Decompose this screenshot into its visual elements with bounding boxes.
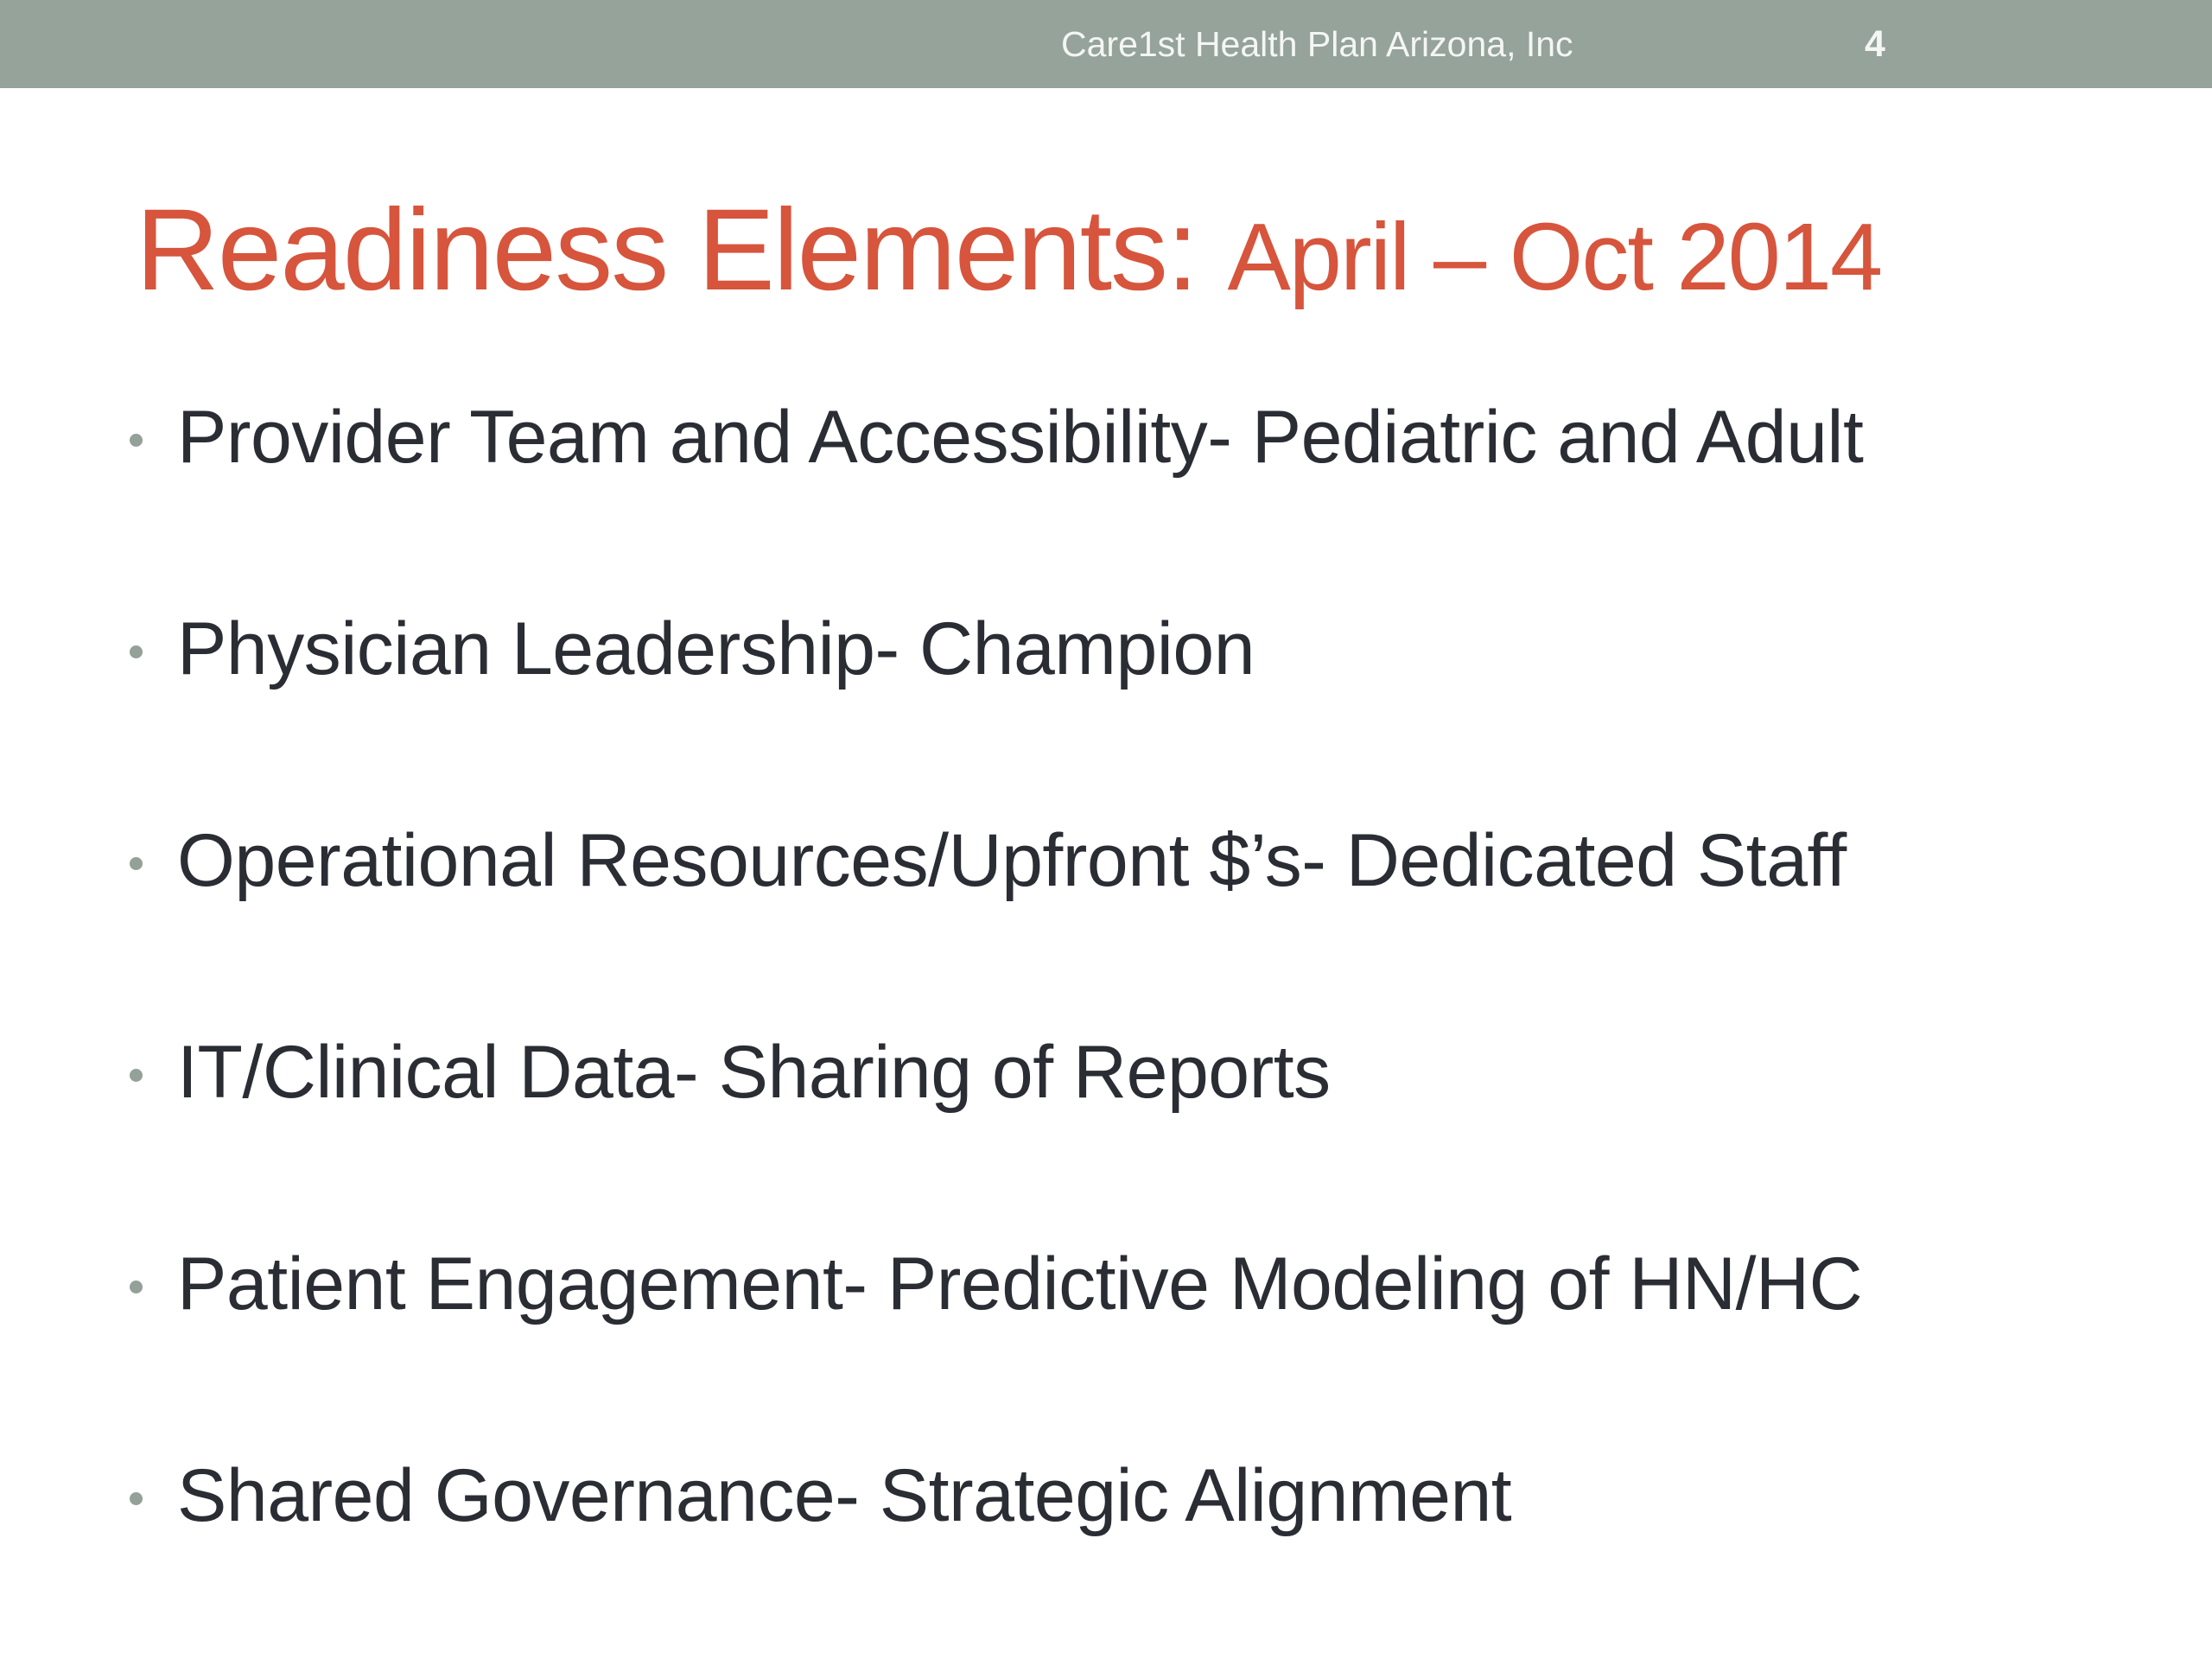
- bullet-text: Physician Leadership- Champion: [177, 607, 1255, 690]
- header-bar: [0, 0, 2212, 88]
- title-main: Readiness Elements:: [136, 186, 1228, 315]
- bullet-dot-icon: [130, 645, 143, 658]
- bullet-item: [130, 804, 2117, 1015]
- bullet-text: Shared Governance- Strategic Alignment: [177, 1454, 1512, 1537]
- bullet-text: IT/Clinical Data- Sharing of Reports: [177, 1031, 1331, 1114]
- bullet-item: [130, 592, 2117, 804]
- bullet-item: [130, 1439, 2117, 1650]
- bullet-dot-icon: [130, 1492, 143, 1505]
- bullet-text: Provider Team and Accessibility- Pediatric and Adult: [177, 396, 1864, 479]
- bullet-list: [130, 380, 2117, 1650]
- bullet-item: [130, 380, 2117, 592]
- bullet-text: Patient Engagement- Predictive Modeling of HN/HC: [177, 1243, 1863, 1325]
- title-dates: April – Oct 2014: [1227, 204, 1882, 310]
- bullet-dot-icon: [130, 434, 143, 447]
- bullet-dot-icon: [130, 1069, 143, 1082]
- bullet-dot-icon: [130, 857, 143, 870]
- bullet-dot-icon: [130, 1281, 143, 1294]
- bullet-item: [130, 1015, 2117, 1227]
- bullet-item: [130, 1227, 2117, 1439]
- bullet-text: Operational Resources/Upfront $’s- Dedicated Staff: [177, 819, 1847, 902]
- slide-number: 4: [1865, 23, 1885, 65]
- organization-name: Care1st Health Plan Arizona, Inc: [1061, 24, 1573, 64]
- slide-title: [136, 181, 1881, 320]
